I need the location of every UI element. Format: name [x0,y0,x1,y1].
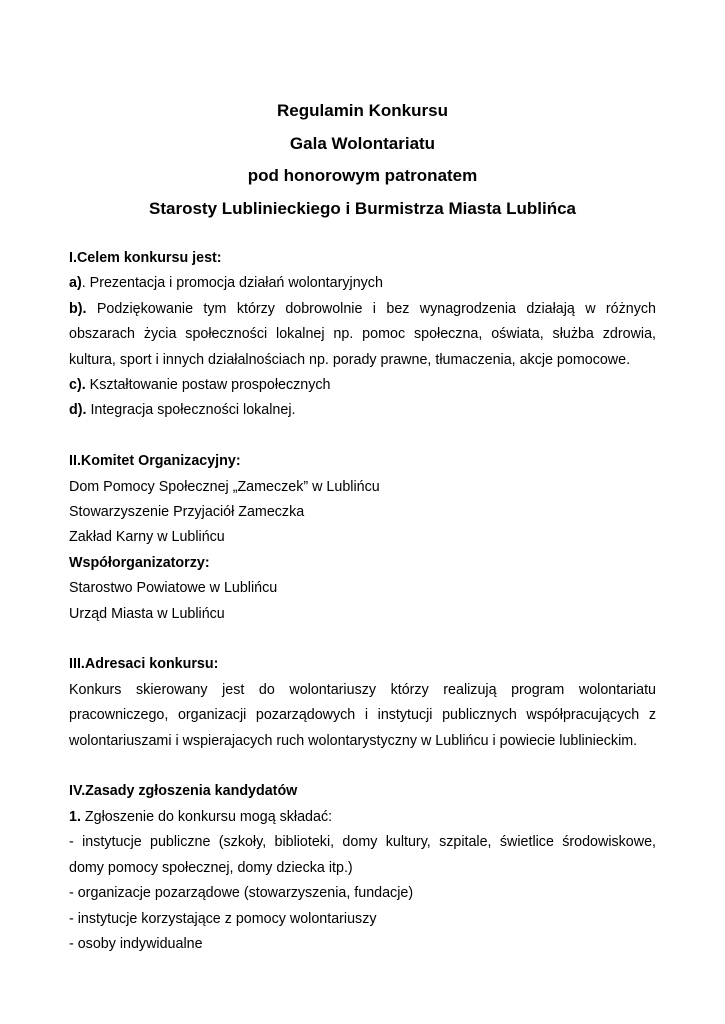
spacer [69,754,656,779]
bullet-item-2: - organizacje pozarządowe (stowarzyszenia, fundacje) [69,885,414,902]
section-goals [69,246,656,424]
document-title [0,95,725,225]
section-committee [69,449,656,627]
list-item-1 [69,805,656,830]
item-text: Integracja społeczności lokalnej. [86,402,296,419]
section-addressees [69,652,656,754]
organizer-item: Dom Pomocy Społecznej „Zameczek” w Lublińcu [69,478,380,495]
title-line-1: Regulamin Konkursu [277,101,448,120]
section-heading: IV.Zasady zgłoszenia kandydatów [69,783,298,800]
paragraph-line-2: pracowniczego, organizacji pozarządowych i instytucji publicznych współpracujących z [69,707,656,724]
title-line-4: Starosty Lublinieckiego i Burmistrza Miasta Lublińca [149,198,576,218]
section-heading: III.Adresaci konkursu: [69,656,219,673]
item-label: a) [69,275,82,292]
list-item-b-line-1 [69,297,656,322]
paragraph-line-1: Konkurs skierowany jest do wolontariuszy którzy realizują program wolontariatu [69,681,656,698]
organizer-item: Zakład Karny w Lublińcu [69,529,225,546]
bullet-item-4: - osoby indywidualne [69,935,203,952]
section-heading: I.Celem konkursu jest: [69,250,222,266]
list-item-b-line-3: kultura, sport i innych działalnościach np. porady prawne, tłumaczenia, akcje pomocowe. [69,351,631,368]
title-line-3: pod honorowym patronatem [247,166,478,185]
bullet-item-1-line-1: - instytucje publiczne (szkoły, biblioteki, domy kultury, szpitale, świetlice środowiskowe, [69,834,656,851]
item-text: Podziękowanie tym którzy dobrowolnie i bez wynagrodzenia działają w różnych [96,300,656,317]
bullet-item-3: - instytucje korzystające z pomocy wolontariuszy [69,910,377,927]
section-rules [69,779,656,957]
spacer [69,627,656,652]
item-label: 1. [69,808,81,825]
item-text: . Prezentacja i promocja działań wolontaryjnych [81,275,383,292]
document-body [69,246,656,957]
list-item-a [69,271,656,296]
item-label: d). [69,402,87,419]
paragraph-line-3: wolontariuszami i wspierajacych ruch wolontarystyczny w Lublińcu i powiecie lublinieckim. [69,732,638,749]
organizer-item: Stowarzyszenie Przyjaciół Zameczka [69,504,305,521]
item-label: b). [69,300,87,317]
bullet-item-1-line-2: domy pomocy społecznej, domy dziecka itp.) [69,859,353,876]
spacer [69,424,656,449]
list-item-b-line-2: obszarach życia społeczności lokalnej np. pomoc społeczna, oświata, służba zdrowia, [69,326,656,343]
co-organizer-item: Urząd Miasta w Lublińcu [69,605,225,622]
co-organizers-heading: Współorganizatorzy: [69,554,210,571]
list-item-c [69,373,656,398]
section-heading: II.Komitet Organizacyjny: [69,453,241,470]
list-item-d [69,398,656,423]
item-text: Zgłoszenie do konkursu mogą składać: [80,808,333,825]
co-organizer-item: Starostwo Powiatowe w Lublińcu [69,580,278,597]
title-line-2: Gala Wolontariatu [289,133,436,153]
item-label: c). [69,377,86,394]
item-text: Kształtowanie postaw prospołecznych [85,377,331,394]
